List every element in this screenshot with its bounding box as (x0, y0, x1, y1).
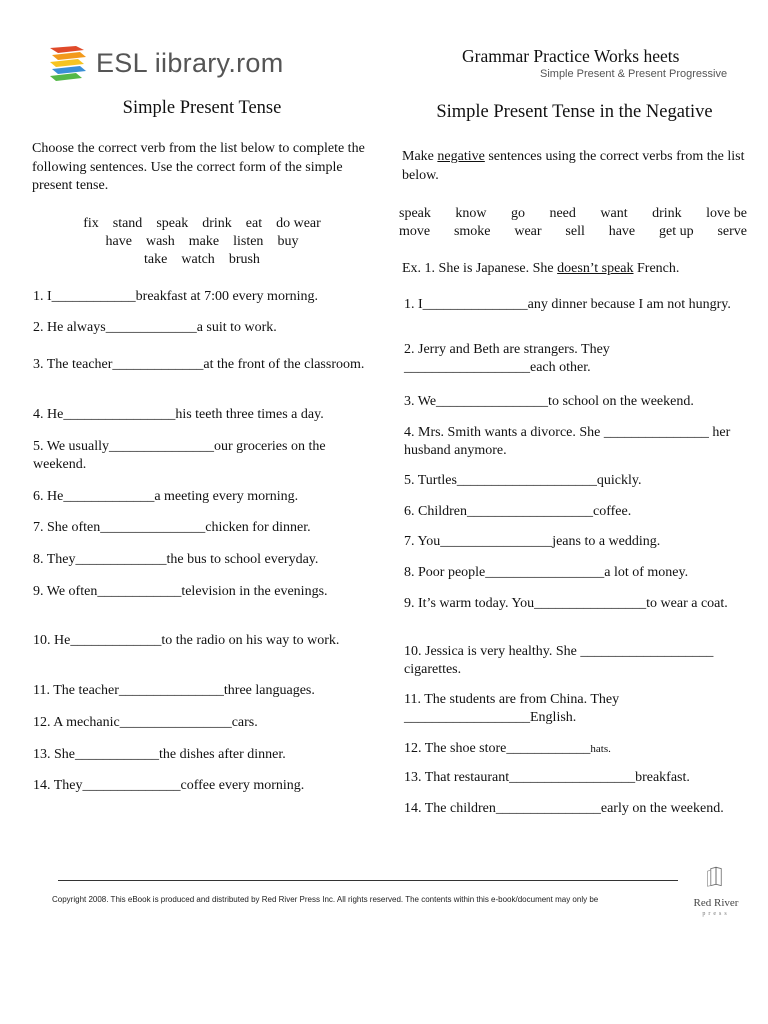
word-bank-word: brush (228, 251, 260, 267)
exercise-question: 13. She____________the dishes after dinner. (33, 747, 286, 762)
question-suffix: hats. (590, 743, 611, 755)
example-answer: doesn’t speak (557, 261, 634, 276)
word-bank-word: go (510, 206, 525, 221)
instructions-end: sentences using the correct verbs from the list below. (402, 149, 745, 183)
exercise-question: 14. The children_______________early on the weekend. (404, 801, 724, 816)
exercise-question: 2. Jerry and Beth are strangers. They __________________each other. (404, 342, 610, 375)
footer-divider (58, 880, 678, 881)
word-bank-word: watch (181, 251, 215, 267)
word-bank-word: speak (156, 215, 189, 231)
right-column-title: Simple Present Tense in the Negative (436, 102, 713, 122)
red-river-books-icon (686, 866, 746, 900)
exercise-question: 2. He always_____________a suit to work. (33, 320, 277, 335)
word-bank-word: wash (145, 233, 175, 249)
exercise-question: 7. She often_______________chicken for dinner. (33, 520, 311, 535)
word-bank-word: love be (706, 206, 747, 221)
worksheet-series-title: Grammar Practice Works heets (462, 46, 680, 66)
exercise-question: 1. I_______________any dinner because I am not hungry. (404, 297, 731, 312)
word-bank-word: drink (652, 206, 682, 221)
logo-text: ESL iibrary.rom (96, 48, 284, 78)
word-bank-word: drink (202, 215, 232, 231)
word-bank-word: eat (245, 215, 263, 231)
word-bank-word: buy (277, 233, 299, 249)
left-instructions: Choose the correct verb from the list below to complete the following sentences. Use the correct form of the simple present tense. (32, 141, 365, 193)
example-start: Ex. 1. She is Japanese. She (402, 261, 558, 276)
word-bank-word: get up (658, 224, 694, 239)
exercise-question: 11. The students are from China. They __________________English. (404, 692, 620, 725)
word-bank-word: do wear (276, 215, 321, 231)
word-bank-word: move (399, 224, 431, 239)
word-bank-word: serve (717, 224, 747, 239)
worksheet-series-subtitle: Simple Present & Present Progressive (540, 68, 728, 80)
exercise-question: 8. They_____________the bus to school everyday. (33, 552, 319, 567)
word-bank-word: stand (112, 215, 143, 231)
exercise-question: 12. A mechanic________________cars. (33, 715, 258, 730)
exercise-question: 8. Poor people_________________a lot of money. (404, 565, 689, 580)
exercise-question: 4. Mrs. Smith wants a divorce. She _______________ her husband anymore. (404, 425, 731, 458)
publisher-logo-text (688, 898, 744, 920)
exercise-question: 10. Jessica is very healthy. She ___________________ cigarettes. (404, 644, 714, 677)
exercise-question: 1. I____________breakfast at 7:00 every morning. (33, 289, 318, 304)
exercise-question (404, 740, 744, 758)
publisher-sub: press (702, 911, 730, 917)
word-bank-word: want (600, 206, 628, 221)
word-bank-word: smoke (453, 224, 491, 239)
exercise-question: 3. We________________to school on the weekend. (404, 394, 694, 409)
question-text: 12. The shoe store____________ (404, 741, 591, 756)
exercise-question: 14. They______________coffee every morning. (33, 778, 305, 793)
instructions-negative-word: negative (437, 149, 485, 164)
left-questions (33, 0, 373, 1024)
word-bank-word: speak (399, 206, 431, 221)
word-bank-word: have (608, 224, 636, 239)
example-end: French. (633, 261, 680, 276)
left-column-title: Simple Present Tense (122, 98, 282, 118)
word-bank-word: need (549, 206, 576, 221)
publisher-name: Red River (693, 897, 739, 909)
exercise-question: 6. He_____________a meeting every morning. (33, 489, 299, 504)
word-bank-word: take (144, 251, 168, 267)
word-bank-word: listen (233, 233, 264, 249)
exercise-question: 5. Turtles____________________quickly. (404, 473, 642, 488)
exercise-question: 9. We often____________television in the evenings. (33, 584, 328, 599)
exercise-question: 10. He_____________to the radio on his way to work. (33, 633, 340, 648)
word-bank-word: fix (83, 215, 99, 231)
word-bank-word: have (105, 233, 132, 249)
exercise-question: 4. He________________his teeth three times a day. (33, 407, 324, 422)
word-bank-word: know (455, 206, 487, 221)
exercise-question: 11. The teacher_______________three languages. (33, 683, 315, 698)
exercise-question: 13. That restaurant__________________breakfast. (404, 770, 690, 785)
exercise-question: 5. We usually_______________our groceries on the weekend. (33, 439, 326, 472)
instructions-start: Make (402, 149, 438, 164)
word-bank-word: sell (565, 224, 585, 239)
word-bank-word: wear (514, 224, 542, 239)
exercise-question: 7. You________________jeans to a wedding. (404, 534, 661, 549)
copyright-notice: Copyright 2008. This eBook is produced and distributed by Red River Press Inc. All rights reserved. The contents within this e-book/document may only be (52, 895, 599, 904)
exercise-question: 6. Children__________________coffee. (404, 504, 632, 519)
word-bank-word: make (188, 233, 220, 249)
exercise-question: 9. It’s warm today. You________________to wear a coat. (404, 596, 728, 611)
exercise-question: 3. The teacher_____________at the front of the classroom. (33, 357, 365, 372)
